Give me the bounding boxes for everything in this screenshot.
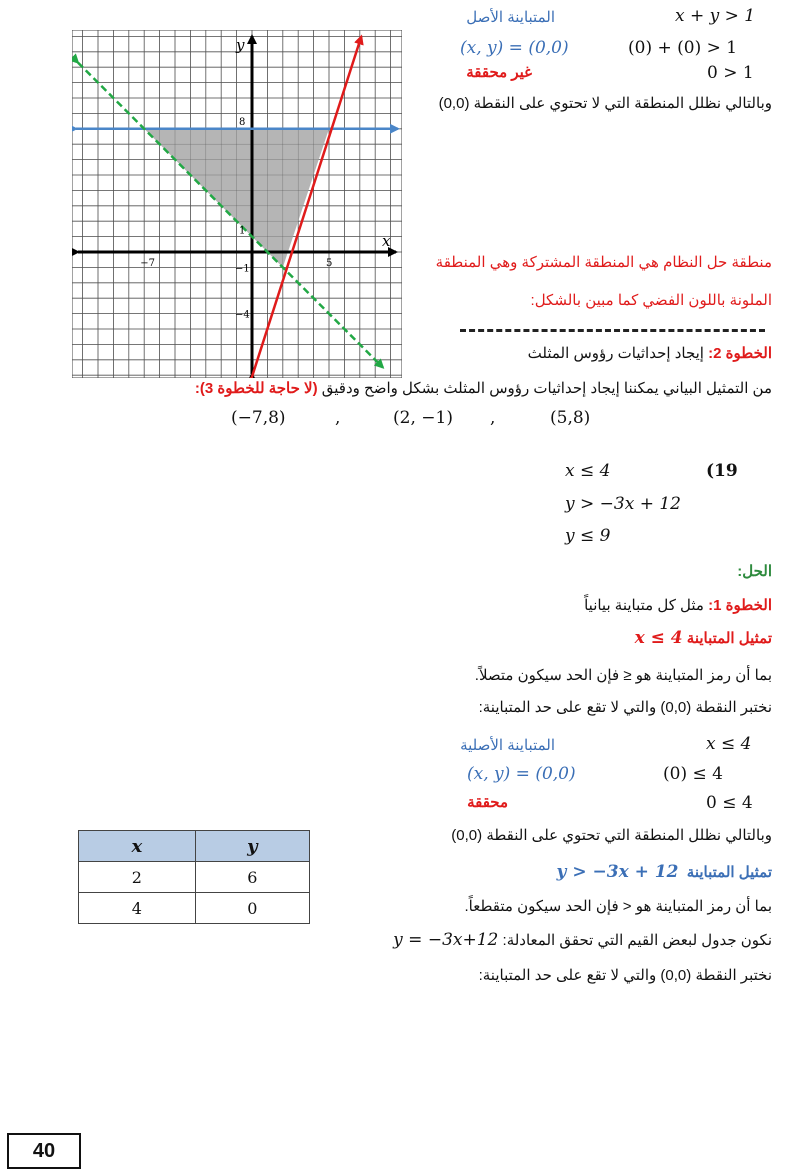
table-header-x: x bbox=[79, 831, 196, 862]
tick-label-5: 5 bbox=[326, 258, 333, 269]
comma-1: , bbox=[335, 408, 341, 428]
not-satisfied-label: غير محققة bbox=[466, 64, 532, 81]
table-header-y: y bbox=[195, 831, 309, 862]
vertex-3: (5,8) bbox=[550, 408, 591, 428]
page-number: 40 bbox=[7, 1133, 81, 1169]
rep1-line bbox=[635, 628, 772, 648]
step2-desc-red: (لا حاجة للخطوة 3): bbox=[194, 380, 318, 397]
inequality-graph bbox=[72, 30, 402, 378]
problem-inequality-2: y > −3x + 12 bbox=[565, 494, 681, 514]
solution-note-line2: الملونة باللون الفضي كما مبين بالشكل: bbox=[530, 292, 772, 309]
axis-label-y: y bbox=[236, 36, 245, 54]
solution-note-line1: منطقة حل النظام هي المنطقة المشتركة وهي المنطقة bbox=[435, 254, 772, 271]
problem-inequality-1: x ≤ 4 bbox=[565, 461, 611, 481]
table-cell: 2 bbox=[79, 862, 196, 893]
problem-inequality-3: y ≤ 9 bbox=[565, 526, 611, 546]
step2-desc bbox=[195, 379, 772, 397]
comma-2: , bbox=[490, 408, 496, 428]
vertex-1: (−7,8) bbox=[231, 408, 286, 428]
shade-note-2: وبالتالي نظلل المنطقة التي تحتوي على النقطة (0,0) bbox=[451, 827, 772, 844]
table-equation: y = −3x+12 bbox=[393, 930, 499, 950]
tick-label-1: 1 bbox=[239, 225, 246, 237]
inequality-x-plus-y: x + y > 1 bbox=[675, 6, 756, 26]
result-1: 0 > 1 bbox=[707, 63, 754, 83]
table-cell: 4 bbox=[79, 893, 196, 924]
table-cell: 6 bbox=[195, 862, 309, 893]
label-original-inequality: المتباينة الأصل bbox=[466, 9, 555, 26]
step1-title: الخطوة 1: bbox=[708, 597, 772, 614]
table-row bbox=[79, 893, 310, 924]
rep2-math: y > −3x + 12 bbox=[556, 862, 679, 882]
satisfied-label: محققة bbox=[467, 794, 508, 811]
table-note-line bbox=[393, 930, 772, 950]
result-2: 0 ≤ 4 bbox=[706, 793, 753, 813]
inequality-x-le-4: x ≤ 4 bbox=[706, 734, 752, 754]
vertex-2: (2, −1) bbox=[393, 408, 453, 428]
test-point-note-2: نختبر النقطة (0,0) والتي لا تقع على حد المتباينة: bbox=[478, 967, 772, 984]
value-table bbox=[78, 830, 310, 924]
substitution-2: (0) ≤ 4 bbox=[663, 764, 723, 784]
tick-label-minus-4: −4 bbox=[235, 309, 250, 321]
solid-boundary-note: بما أن رمز المتباينة هو ≤ فإن الحد سيكون متصلاً. bbox=[474, 667, 772, 684]
step2-title: الخطوة 2: bbox=[708, 345, 772, 362]
table-header-row bbox=[79, 831, 310, 862]
table-cell: 0 bbox=[195, 893, 309, 924]
step1-line bbox=[584, 596, 772, 614]
rep2-title: تمثيل المتباينة bbox=[686, 864, 772, 881]
test-point-2: (x, y) = (0,0) bbox=[467, 764, 576, 784]
dashed-boundary-note: بما أن رمز المتباينة هو < فإن الحد سيكون متقطعاً. bbox=[464, 898, 772, 915]
problem-number: (19 bbox=[706, 461, 738, 481]
tick-label-8: 8 bbox=[239, 116, 246, 128]
test-point-note-1: نختبر النقطة (0,0) والتي لا تقع على حد المتباينة: bbox=[478, 699, 772, 716]
tick-label-minus-7: −7 bbox=[140, 258, 155, 269]
test-point: (x, y) = (0,0) bbox=[460, 38, 569, 58]
step2-desc-text: من التمثيل البياني يمكننا إيجاد إحداثيات رؤوس المثلث بشكل واضح ودقيق bbox=[317, 380, 772, 397]
rep1-title: تمثيل المتباينة bbox=[686, 630, 772, 647]
label-original-inequality-2: المتباينة الأصلية bbox=[460, 737, 555, 754]
axis-label-x: x bbox=[382, 232, 391, 250]
rep2-line bbox=[557, 862, 772, 882]
shade-note-1: وبالتالي نظلل المنطقة التي لا تحتوي على النقطة (0,0) bbox=[438, 95, 772, 112]
step2-title-rest: إيجاد إحداثيات رؤوس المثلث bbox=[527, 345, 709, 362]
solution-heading: الحل: bbox=[737, 563, 772, 580]
step1-rest: مثل كل متباينة بيانياً bbox=[584, 597, 709, 614]
section-divider bbox=[460, 329, 765, 332]
table-row bbox=[79, 862, 310, 893]
rep1-math: x ≤ 4 bbox=[634, 628, 683, 648]
table-note: نكون جدول لبعض القيم التي تحقق المعادلة: bbox=[502, 932, 772, 949]
substitution-1: (0) + (0) > 1 bbox=[628, 38, 738, 58]
step2-line bbox=[528, 344, 772, 362]
tick-label-minus-1: −1 bbox=[235, 263, 250, 275]
